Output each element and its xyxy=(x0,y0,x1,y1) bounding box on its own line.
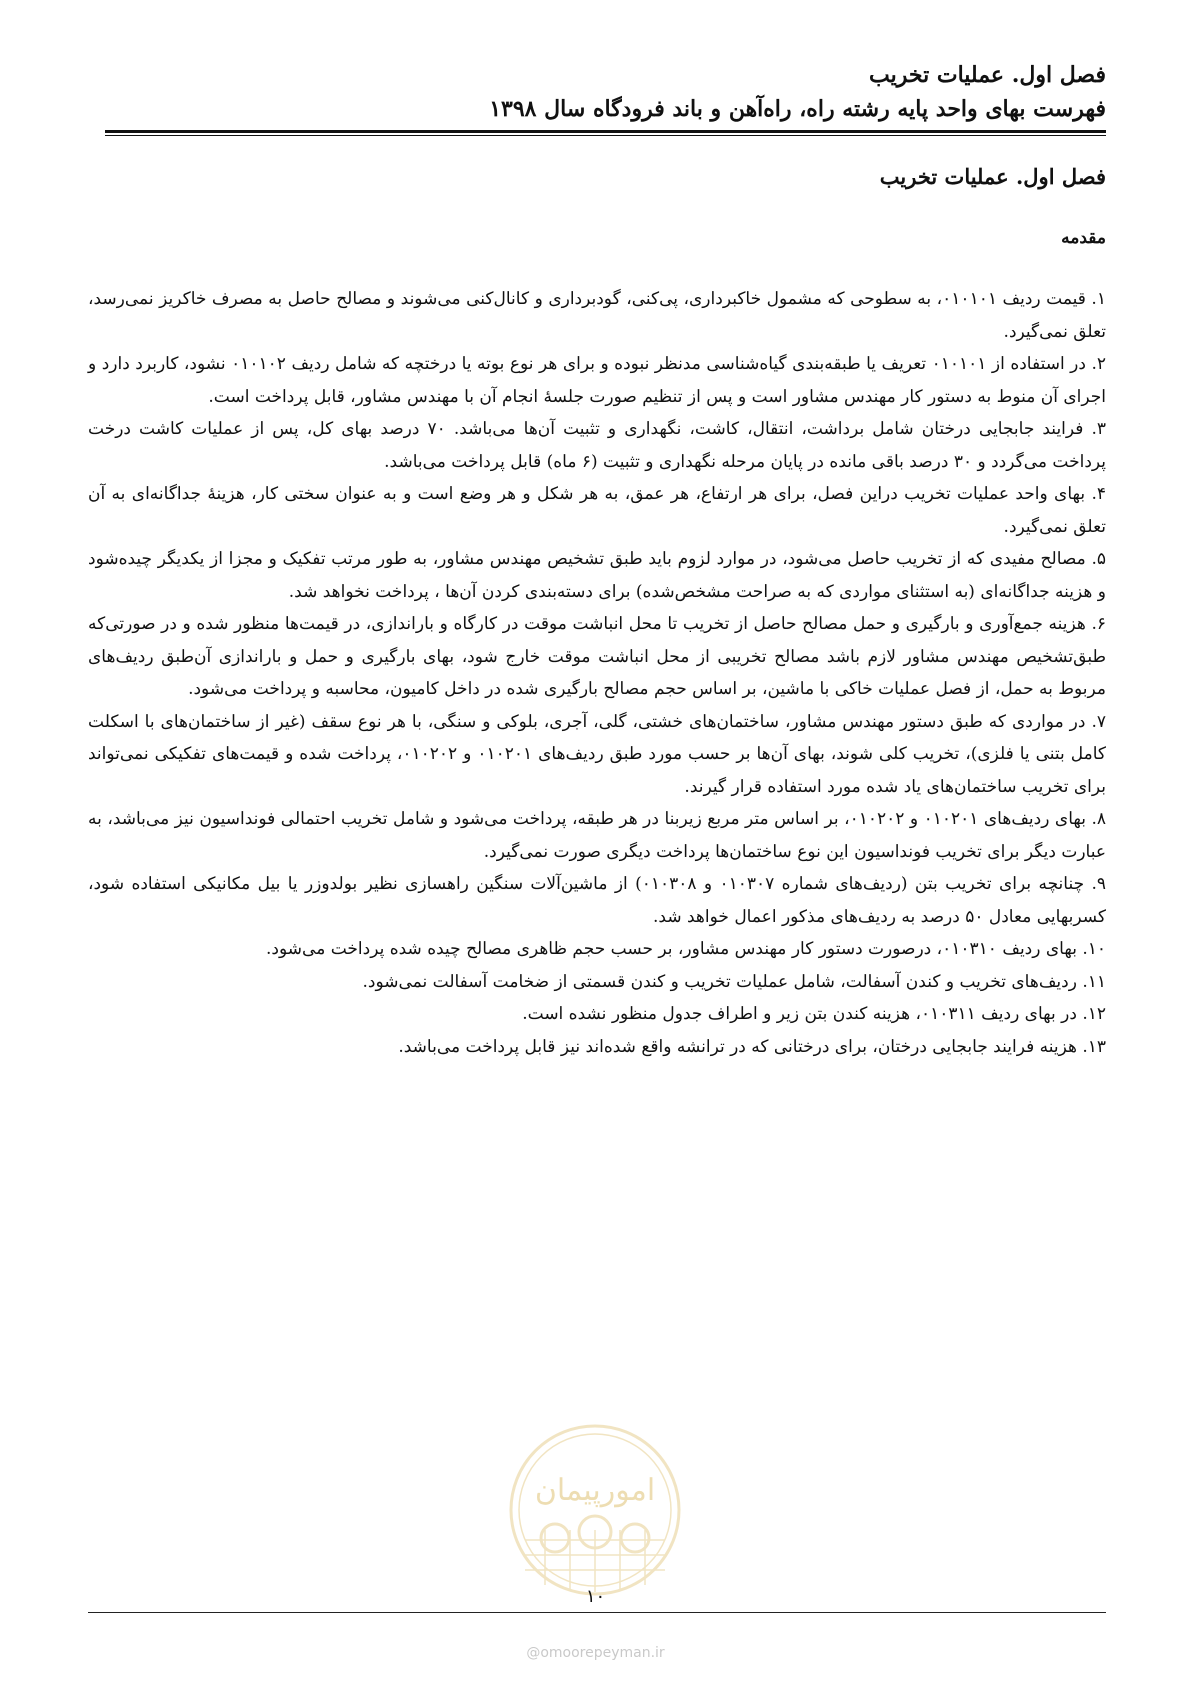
paragraph-4: ۴. بهای واحد عملیات تخریب دراین فصل، برای هر ارتفاع، هر عمق، به هر شکل و هر وضع است و به عنوان سختی کار، هزینهٔ جداگانه‌ای به آن تعلق نمی‌گیرد. xyxy=(88,484,1106,537)
header-rule-thick xyxy=(105,130,1106,133)
paragraph-10: ۱۰. بهای ردیف ۰۱۰۳۱۰، درصورت دستور کار مهندس مشاور، بر حسب حجم ظاهری مصالح چیده شده پرداخت می‌شود. xyxy=(266,939,1106,959)
watermark-logo xyxy=(505,1420,685,1600)
watermark-site: @omoorepeyman.ir xyxy=(526,1645,665,1661)
header-rule-thin xyxy=(105,135,1106,136)
watermark-text: امورپیمان xyxy=(534,1473,656,1508)
paragraph-1: ۱. قیمت ردیف ۰۱۰۱۰۱، به سطوحی که مشمول خاکبرداری، پی‌کنی، گودبرداری و کانال‌کنی می‌شوند و مصالح حاصل به مصرف خاکریز نمی‌رسد، تعلق نمی‌گیرد. xyxy=(88,289,1106,342)
paragraph-11: ۱۱. ردیف‌های تخریب و کندن آسفالت، شامل عملیات تخریب و کندن قسمتی از ضخامت آسفالت نمی‌شود. xyxy=(362,971,1106,992)
paragraph-12: ۱۲. در بهای ردیف ۰۱۰۳۱۱، هزینه کندن بتن زیر و اطراف جدول منظور نشده است. xyxy=(522,1004,1106,1024)
paragraph-3: ۳. فرایند جابجایی درختان شامل برداشت، انتقال، کاشت، نگهداری و تثبیت آن‌ها می‌باشد. ۷۰ درصد بهای کل، پس از عملیات کاشت درخت پرداخت می‌گردد و ۳۰ درصد باقی مانده در پایان مرحله نگهداری و تثبیت (۶ ماه) قابل پرداخت می‌باشد. xyxy=(88,419,1106,472)
paragraph-5: ۵. مصالح مفیدی که از تخریب حاصل می‌شود، در موارد لزوم باید طبق تشخیص مهندس مشاور، به طور مرتب تفکیک و مجزا از یکدیگر چیده‌شود و هزینه جداگانه‌ای (به استثنای مواردی که به صراحت مشخص‌شده) برای دسته‌بندی کردن آن‌ها ، پرداخت نخواهد شد. xyxy=(88,549,1106,602)
paragraph-9: ۹. چنانچه برای تخریب بتن (ردیف‌های شماره ۰۱۰۳۰۷ و ۰۱۰۳۰۸) از ماشین‌آلات سنگین راهسازی نظیر بولدوزر یا بیل مکانیکی استفاده شود، کسربهایی معادل ۵۰ درصد به ردیف‌های مذکور اعمال خواهد شد. xyxy=(88,874,1106,927)
intro-heading: مقدمه xyxy=(1061,228,1106,248)
paragraph-7: ۷. در مواردی که طبق دستور مهندس مشاور، ساختمان‌های خشتی، گلی، آجری، بلوکی و سنگی، با هر نوع سقف (غیر از ساختمان‌های با اسکلت کامل بتنی یا فلزی)، تخریب کلی شوند، بهای آن‌ها بر حسب مورد طبق ردیف‌های ۰۱۰۲۰۱ و ۰۱۰۲۰۲، پرداخت شده و قیمت‌های تفکیکی نمی‌تواند برای تخریب ساختمان‌های یاد شده مورد استفاده قرار گیرند. xyxy=(88,711,1106,797)
paragraph-8: ۸. بهای ردیف‌های ۰۱۰۲۰۱ و ۰۱۰۲۰۲، بر اساس متر مربع زیربنا در هر طبقه، پرداخت می‌شود و شامل تخریب احتمالی فونداسیون نیز می‌باشد، به عبارت دیگر برای تخریب فونداسیون این نوع ساختمان‌ها پرداخت دیگری صورت نمی‌گیرد. xyxy=(88,809,1106,862)
section-title: فصل اول. عملیات تخریب xyxy=(879,164,1106,189)
page-header xyxy=(105,58,1106,126)
page-number: ۱۰ xyxy=(585,1586,606,1607)
footer-rule xyxy=(88,1612,1106,1613)
paragraph-6: ۶. هزینه جمع‌آوری و بارگیری و حمل مصالح حاصل از تخریب تا محل انباشت موقت در کارگاه و باراندازی، در قیمت‌ها منظور شده و در صورتی‌که طبق‌تشخیص مهندس مشاور لازم باشد مصالح تخریبی از محل انباشت موقت خارج شود، بهای بارگیری و حمل و باراندازی آن‌طبق ردیف‌های مربوط به حمل، از فصل عملیات خاکی با ماشین، بر اساس حجم مصالح بارگیری شده در داخل کامیون، محاسبه و پرداخت می‌شود. xyxy=(88,614,1106,699)
body-text xyxy=(88,283,1106,1063)
paragraph-13: ۱۳. هزینه فرایند جابجایی درختان، برای درختانی که در ترانشه واقع شده‌اند نیز قابل پرداخت می‌باشد. xyxy=(398,1036,1106,1057)
header-chapter-title: فصل اول. عملیات تخریب xyxy=(869,62,1106,88)
paragraph-2: ۲. در استفاده از ۰۱۰۱۰۱ تعریف یا طبقه‌بندی گیاه‌شناسی مدنظر نبوده و برای هر نوع بوته یا درختچه که شامل ردیف ۰۱۰۱۰۲ نشود، کاربرد دارد و اجرای آن منوط به دستور کار مهندس مشاور است و پس از تنظیم صورت جلسهٔ انجام آن با مهندس مشاور، قابل پرداخت است. xyxy=(88,354,1106,407)
header-catalog-title: فهرست بهای واحد پایه رشته راه، راه‌آهن و باند فرودگاه سال ۱۳۹۸ xyxy=(489,96,1106,122)
